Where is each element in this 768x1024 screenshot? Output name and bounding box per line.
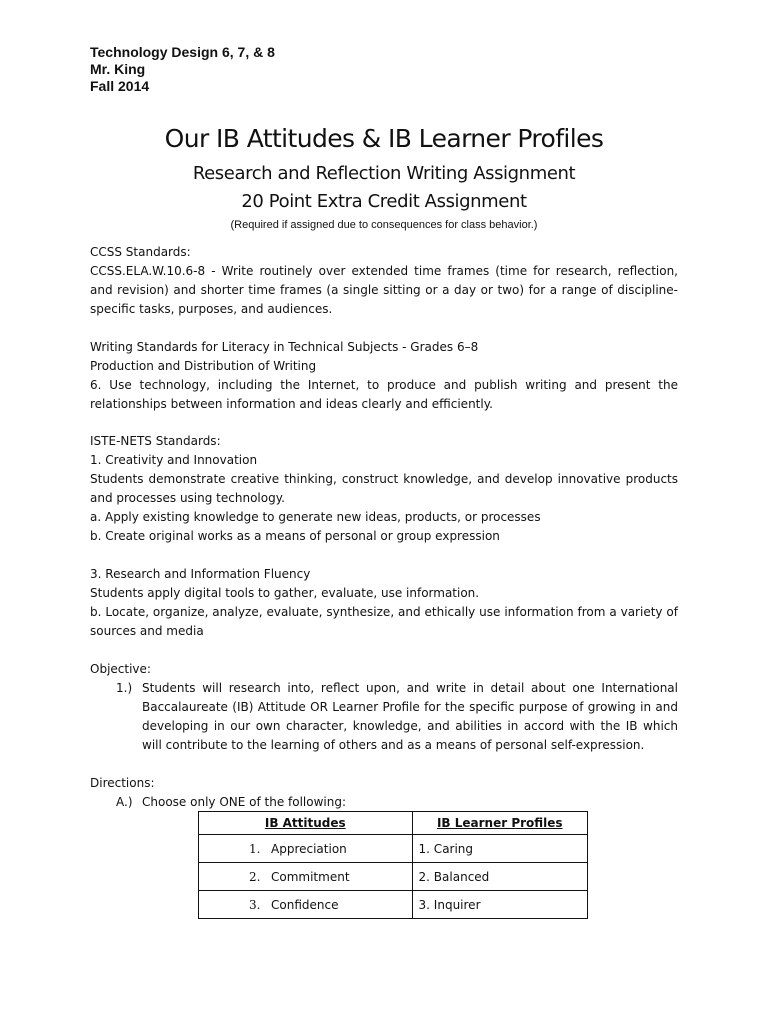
table-row bbox=[199, 835, 588, 863]
objective-heading: Objective: bbox=[90, 662, 151, 676]
writing-standards-section bbox=[90, 338, 678, 414]
iste-standard-1-desc: Students demonstrate creative thinking, construct knowledge, and develop innovative products and processes using technology. bbox=[90, 472, 678, 505]
iste-section-3 bbox=[90, 565, 678, 641]
term: Fall 2014 bbox=[90, 78, 150, 94]
iste-standard-1-a: a. Apply existing knowledge to generate new ideas, products, or processes bbox=[90, 510, 541, 524]
writing-standards-subheading: Production and Distribution of Writing bbox=[90, 359, 317, 373]
learner-profile-cell: 3. Inquirer bbox=[412, 891, 587, 919]
objective-text: Students will research into, reflect upon, and write in detail about one International Baccalaureate (IB) Attitude OR Learner Profile for the specific purpose of growing in and developing in our own character, knowledge, and abilities in accord with the IB which will contribute to the learning of others and as a means of personal self-expression. bbox=[142, 681, 678, 752]
iste-standard-1-b: b. Create original works as a means of personal or group expression bbox=[90, 529, 500, 543]
attitude-cell bbox=[199, 863, 413, 891]
document-header bbox=[90, 44, 275, 95]
objective-item bbox=[116, 679, 678, 755]
directions-section bbox=[90, 774, 678, 812]
document-title: Our IB Attitudes & IB Learner Profiles bbox=[164, 124, 604, 153]
course-name: Technology Design 6, 7, & 8 bbox=[90, 44, 275, 60]
attitude-number: 3. bbox=[249, 897, 261, 912]
iste-standard-1-title: 1. Creativity and Innovation bbox=[90, 453, 258, 467]
ib-attitudes-header: IB Attitudes bbox=[199, 812, 413, 835]
document-subtitle: Research and Reflection Writing Assignment bbox=[192, 163, 576, 184]
directions-heading: Directions: bbox=[90, 776, 155, 790]
ccss-standard: CCSS.ELA.W.10.6-8 - Write routinely over extended time frames (time for research, reflection, and revision) and shorter time frames (a single sitting or a day or two) for a range of discipline-specific tasks, purposes, and audiences. bbox=[90, 264, 678, 316]
iste-standard-3-desc: Students apply digital tools to gather, evaluate, use information. bbox=[90, 586, 480, 600]
writing-standards-heading: Writing Standards for Literacy in Technical Subjects - Grades 6–8 bbox=[90, 340, 479, 354]
attitude-number: 2. bbox=[249, 869, 261, 884]
ib-choices-table bbox=[198, 811, 588, 919]
assignment-points: 20 Point Extra Credit Assignment bbox=[241, 191, 527, 212]
directions-item-a-text: Choose only ONE of the following: bbox=[142, 795, 347, 809]
attitude-cell bbox=[199, 891, 413, 919]
table-row bbox=[199, 863, 588, 891]
ccss-heading: CCSS Standards: bbox=[90, 245, 191, 259]
iste-standard-3-b: b. Locate, organize, analyze, evaluate, synthesize, and ethically use information from a variety of sources and media bbox=[90, 605, 678, 638]
objective-section bbox=[90, 660, 678, 755]
objective-number: 1.) bbox=[116, 681, 133, 695]
requirement-note: (Required if assigned due to consequences for class behavior.) bbox=[230, 219, 538, 231]
iste-standard-3-title: 3. Research and Information Fluency bbox=[90, 567, 311, 581]
directions-item-a bbox=[116, 793, 678, 812]
directions-item-a-letter: A.) bbox=[116, 795, 133, 809]
ib-learner-profiles-header: IB Learner Profiles bbox=[412, 812, 587, 835]
learner-profile-cell: 1. Caring bbox=[412, 835, 587, 863]
iste-heading: ISTE-NETS Standards: bbox=[90, 434, 221, 448]
table-header-row bbox=[199, 812, 588, 835]
table-row bbox=[199, 891, 588, 919]
attitude-name: Confidence bbox=[271, 897, 339, 912]
attitude-name: Appreciation bbox=[271, 841, 347, 856]
iste-section bbox=[90, 432, 678, 546]
attitude-cell bbox=[199, 835, 413, 863]
writing-standards-item: 6. Use technology, including the Internet, to produce and publish writing and present the relationships between information and ideas clearly and efficiently. bbox=[90, 378, 678, 411]
attitude-name: Commitment bbox=[271, 869, 350, 884]
ccss-section bbox=[90, 243, 678, 319]
attitude-number: 1. bbox=[249, 841, 261, 856]
learner-profile-cell: 2. Balanced bbox=[412, 863, 587, 891]
teacher-name: Mr. King bbox=[90, 61, 146, 77]
